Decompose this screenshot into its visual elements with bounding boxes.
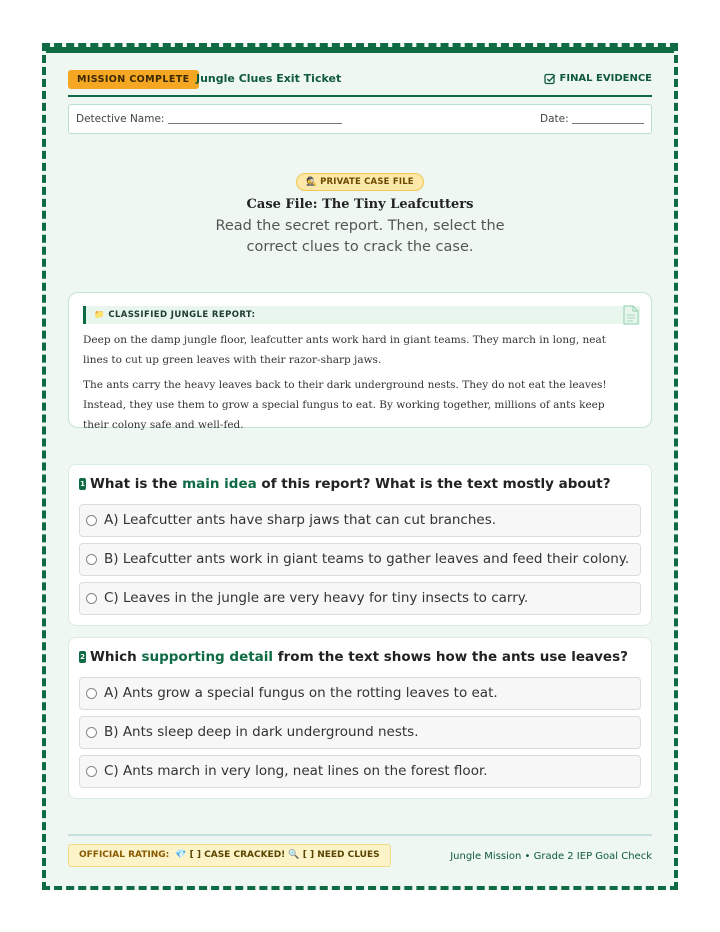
question-text-2 — [90, 648, 628, 667]
question-2-text-start: Which — [90, 649, 142, 665]
ticket-title: Jungle Clues Exit Ticket — [196, 72, 342, 85]
classified-report-card — [68, 292, 652, 431]
rating-options[interactable]: 💎 [ ] CASE CRACKED! 🔍 [ ] NEED CLUES — [175, 850, 380, 860]
mission-complete-badge: MISSION COMPLETE — [68, 70, 199, 89]
question-card-1 — [68, 464, 652, 626]
radio-button[interactable] — [86, 515, 97, 526]
ticket-footer — [68, 834, 652, 868]
ticket-header — [68, 67, 652, 97]
checkbox-check-icon — [544, 73, 556, 85]
option-label: B) Leafcutter ants work in giant teams to gather leaves and feed their colony. — [104, 551, 630, 567]
exit-ticket-sheet — [42, 43, 678, 890]
option-label: A) Ants grow a special fungus on the rotting leaves to eat. — [104, 685, 498, 701]
question-1-text-start: What is the — [90, 476, 183, 492]
detective-info-box — [68, 104, 652, 134]
question-number-1: 1 — [80, 480, 85, 488]
question-1-text-end: of this report? What is the text mostly about? — [256, 476, 611, 492]
option-label: C) Leaves in the jungle are very heavy for tiny insects to carry. — [104, 590, 529, 606]
detective-name-label: Detective Name: — [76, 113, 165, 125]
question-1-option-a[interactable] — [79, 504, 641, 537]
question-2-text-end: from the text shows how the ants use leaves? — [273, 649, 628, 665]
question-2-option-b[interactable] — [79, 716, 641, 749]
question-1-option-c[interactable] — [79, 582, 641, 615]
case-instructions: Read the secret report. Then, select the correct clues to crack the case. — [215, 218, 505, 255]
question-1-highlight: main idea — [182, 476, 257, 492]
radio-button[interactable] — [86, 727, 97, 738]
question-number-2: 2 — [80, 653, 85, 661]
date-field[interactable] — [540, 105, 644, 133]
document-icon — [623, 305, 639, 325]
question-2-option-c[interactable] — [79, 755, 641, 788]
option-label: A) Leafcutter ants have sharp jaws that can cut branches. — [104, 512, 497, 528]
radio-button[interactable] — [86, 593, 97, 604]
detective-name-line[interactable] — [168, 112, 342, 124]
final-evidence-text: FINAL EVIDENCE — [559, 73, 652, 84]
question-text-1 — [90, 475, 611, 494]
date-line[interactable] — [572, 112, 644, 124]
question-2-option-a[interactable] — [79, 677, 641, 710]
option-label: B) Ants sleep deep in dark underground nests. — [104, 724, 419, 740]
official-rating-label: OFFICIAL RATING: — [79, 850, 170, 860]
final-evidence-label — [544, 71, 652, 87]
radio-button[interactable] — [86, 688, 97, 699]
footer-mission-info: Jungle Mission • Grade 2 IEP Goal Check — [450, 851, 652, 862]
question-1-option-b[interactable] — [79, 543, 641, 576]
date-label: Date: — [540, 113, 569, 125]
question-card-2 — [68, 637, 652, 799]
question-2-highlight: supporting detail — [141, 649, 274, 665]
radio-button[interactable] — [86, 554, 97, 565]
case-title: Case File: The Tiny Leafcutters — [246, 197, 474, 212]
report-label: 📁 CLASSIFIED JUNGLE REPORT: — [83, 306, 640, 324]
detective-name-field[interactable] — [76, 105, 342, 133]
report-paragraph-1: Deep on the damp jungle floor, leafcutter ants work hard in giant teams. They march in long, neat lines to cut up green leaves with their razor-sharp jaws. — [83, 334, 606, 366]
top-accent-bar — [46, 47, 674, 53]
report-paragraph-2: The ants carry the heavy leaves back to their dark underground nests. They do not eat the leaves! Instead, they use them to grow a special fungus to eat. By working together, millions of ants keep their colony safe and well-fed. — [83, 379, 607, 431]
official-rating-box[interactable] — [68, 844, 391, 867]
private-case-file-badge: 🕵️ PRIVATE CASE FILE — [296, 173, 424, 191]
radio-button[interactable] — [86, 766, 97, 777]
report-text — [83, 330, 629, 440]
option-label: C) Ants march in very long, neat lines on the forest floor. — [104, 763, 488, 779]
case-file-heading — [46, 169, 674, 258]
